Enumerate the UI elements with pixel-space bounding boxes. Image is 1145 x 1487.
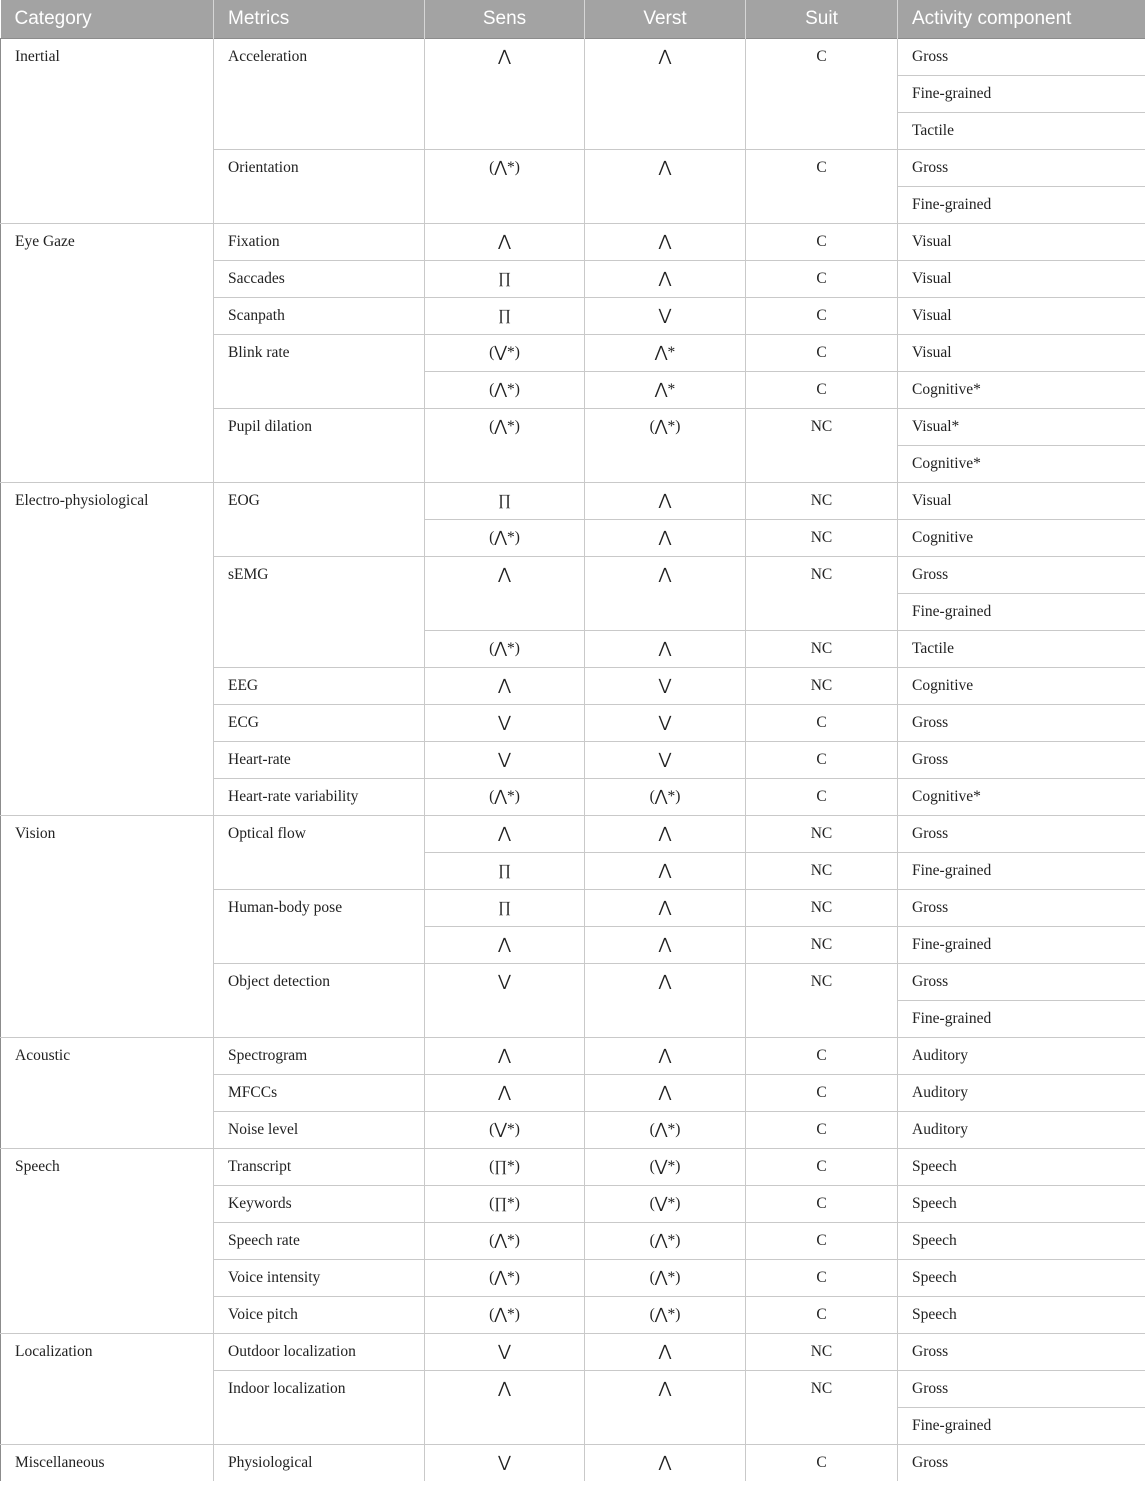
activity-cell: Auditory — [898, 1075, 1145, 1112]
sens-cell: (⋁*) — [425, 335, 585, 372]
suit-cell: C — [746, 1186, 898, 1223]
header-metrics: Metrics — [214, 0, 425, 39]
activity-cell: Speech — [898, 1260, 1145, 1297]
verst-cell: ⋀ — [585, 39, 746, 150]
sens-cell: ⋁ — [425, 964, 585, 1038]
activity-cell: Tactile — [898, 631, 1145, 668]
activity-cell: Gross — [898, 705, 1145, 742]
verst-cell: ⋁ — [585, 298, 746, 335]
metric-cell: Noise level — [214, 1112, 425, 1149]
verst-cell: ⋀ — [585, 224, 746, 261]
suit-cell: NC — [746, 668, 898, 705]
table-body — [1, 39, 1145, 1482]
verst-cell: ⋀ — [585, 890, 746, 927]
activity-cell: Gross — [898, 1445, 1145, 1482]
sens-cell: ⋁ — [425, 1445, 585, 1482]
header-suit: Suit — [746, 0, 898, 39]
metric-cell: Optical flow — [214, 816, 425, 890]
suit-cell: C — [746, 150, 898, 224]
verst-cell: (⋀*) — [585, 1112, 746, 1149]
sens-cell: (∏*) — [425, 1149, 585, 1186]
suit-cell: NC — [746, 520, 898, 557]
suit-cell: C — [746, 779, 898, 816]
table-row — [1, 483, 1145, 520]
suit-cell: C — [746, 1297, 898, 1334]
metric-cell: Spectrogram — [214, 1038, 425, 1075]
suit-cell: NC — [746, 816, 898, 853]
sens-cell: (⋀*) — [425, 631, 585, 668]
suit-cell: C — [746, 224, 898, 261]
suit-cell: C — [746, 742, 898, 779]
activity-cell: Fine-grained — [898, 76, 1145, 113]
suit-cell: NC — [746, 964, 898, 1038]
sens-cell: ⋀ — [425, 1075, 585, 1112]
sens-cell: (⋀*) — [425, 150, 585, 224]
metric-cell: Speech rate — [214, 1223, 425, 1260]
sens-cell: (∏*) — [425, 1186, 585, 1223]
metric-cell: Indoor localization — [214, 1371, 425, 1445]
activity-cell: Fine-grained — [898, 1001, 1145, 1038]
verst-cell: ⋁ — [585, 742, 746, 779]
sens-cell: ∏ — [425, 261, 585, 298]
verst-cell: ⋀ — [585, 261, 746, 298]
activity-cell: Fine-grained — [898, 927, 1145, 964]
suit-cell: NC — [746, 890, 898, 927]
sens-cell: ⋁ — [425, 705, 585, 742]
verst-cell: ⋀ — [585, 557, 746, 631]
activity-cell: Cognitive — [898, 520, 1145, 557]
verst-cell: (⋀*) — [585, 1223, 746, 1260]
suit-cell: C — [746, 335, 898, 372]
metric-cell: Voice intensity — [214, 1260, 425, 1297]
suit-cell: C — [746, 372, 898, 409]
category-cell: Vision — [1, 816, 214, 1038]
suit-cell: C — [746, 705, 898, 742]
category-cell: Inertial — [1, 39, 214, 224]
header-activity-component: Activity component — [898, 0, 1145, 39]
sens-cell: (⋀*) — [425, 1260, 585, 1297]
category-cell: Localization — [1, 1334, 214, 1445]
activity-cell: Gross — [898, 39, 1145, 76]
verst-cell: ⋀ — [585, 927, 746, 964]
sens-cell: ⋀ — [425, 1038, 585, 1075]
suit-cell: C — [746, 1112, 898, 1149]
header-verst: Verst — [585, 0, 746, 39]
sens-cell: (⋀*) — [425, 1297, 585, 1334]
activity-cell: Fine-grained — [898, 1408, 1145, 1445]
activity-cell: Gross — [898, 1334, 1145, 1371]
suit-cell: C — [746, 39, 898, 150]
verst-cell: (⋀*) — [585, 1297, 746, 1334]
metric-cell: Transcript — [214, 1149, 425, 1186]
table-row — [1, 1445, 1145, 1482]
header-row — [1, 0, 1145, 39]
sens-cell: ⋀ — [425, 1371, 585, 1445]
metric-cell: Heart-rate variability — [214, 779, 425, 816]
activity-cell: Visual — [898, 261, 1145, 298]
sens-cell: ⋁ — [425, 742, 585, 779]
verst-cell: (⋁*) — [585, 1186, 746, 1223]
sens-cell: ⋀ — [425, 224, 585, 261]
metric-cell: Fixation — [214, 224, 425, 261]
metric-cell: Acceleration — [214, 39, 425, 150]
suit-cell: NC — [746, 409, 898, 483]
sens-cell: ∏ — [425, 483, 585, 520]
metric-cell: EOG — [214, 483, 425, 557]
header-sens: Sens — [425, 0, 585, 39]
sens-cell: ∏ — [425, 890, 585, 927]
metric-cell: Scanpath — [214, 298, 425, 335]
sens-cell: (⋀*) — [425, 520, 585, 557]
metric-cell: Object detection — [214, 964, 425, 1038]
activity-cell: Gross — [898, 557, 1145, 594]
table-row — [1, 1149, 1145, 1186]
verst-cell: ⋀ — [585, 483, 746, 520]
activity-cell: Fine-grained — [898, 853, 1145, 890]
verst-cell: (⋁*) — [585, 1149, 746, 1186]
sens-cell: (⋀*) — [425, 409, 585, 483]
category-cell: Acoustic — [1, 1038, 214, 1149]
verst-cell: ⋀ — [585, 964, 746, 1038]
activity-cell: Visual — [898, 335, 1145, 372]
sens-cell: ⋀ — [425, 927, 585, 964]
verst-cell: ⋀ — [585, 1075, 746, 1112]
metric-cell: sEMG — [214, 557, 425, 668]
verst-cell: ⋀* — [585, 335, 746, 372]
verst-cell: ⋁ — [585, 668, 746, 705]
suit-cell: C — [746, 1445, 898, 1482]
category-cell: Eye Gaze — [1, 224, 214, 483]
activity-cell: Cognitive* — [898, 372, 1145, 409]
suit-cell: C — [746, 1038, 898, 1075]
verst-cell: ⋀ — [585, 853, 746, 890]
metric-cell: Blink rate — [214, 335, 425, 409]
sens-cell: ∏ — [425, 298, 585, 335]
category-cell: Speech — [1, 1149, 214, 1334]
activity-cell: Speech — [898, 1297, 1145, 1334]
metric-cell: ECG — [214, 705, 425, 742]
metric-cell: Orientation — [214, 150, 425, 224]
verst-cell: ⋀ — [585, 1334, 746, 1371]
metric-cell: Voice pitch — [214, 1297, 425, 1334]
suit-cell: C — [746, 1223, 898, 1260]
activity-cell: Visual — [898, 483, 1145, 520]
activity-cell: Speech — [898, 1223, 1145, 1260]
table-row — [1, 1334, 1145, 1371]
verst-cell: ⋀ — [585, 816, 746, 853]
sens-cell: ⋀ — [425, 668, 585, 705]
verst-cell: (⋀*) — [585, 779, 746, 816]
metric-cell: Pupil dilation — [214, 409, 425, 483]
suit-cell: NC — [746, 927, 898, 964]
sens-cell: ∏ — [425, 853, 585, 890]
activity-cell: Cognitive* — [898, 446, 1145, 483]
activity-cell: Fine-grained — [898, 594, 1145, 631]
activity-cell: Visual — [898, 224, 1145, 261]
suit-cell: NC — [746, 1371, 898, 1445]
metric-cell: Outdoor localization — [214, 1334, 425, 1371]
verst-cell: (⋀*) — [585, 1260, 746, 1297]
verst-cell: ⋀ — [585, 1371, 746, 1445]
activity-cell: Gross — [898, 964, 1145, 1001]
activity-cell: Gross — [898, 742, 1145, 779]
metric-cell: Physiological — [214, 1445, 425, 1482]
category-cell: Electro-physiological — [1, 483, 214, 816]
metric-cell: Keywords — [214, 1186, 425, 1223]
metric-cell: Heart-rate — [214, 742, 425, 779]
activity-cell: Visual* — [898, 409, 1145, 446]
activity-cell: Gross — [898, 150, 1145, 187]
activity-cell: Gross — [898, 890, 1145, 927]
verst-cell: ⋀ — [585, 520, 746, 557]
activity-cell: Gross — [898, 816, 1145, 853]
sens-cell: ⋁ — [425, 1334, 585, 1371]
table-row — [1, 39, 1145, 76]
sens-cell: ⋀ — [425, 39, 585, 150]
suit-cell: NC — [746, 1334, 898, 1371]
verst-cell: ⋀ — [585, 1038, 746, 1075]
verst-cell: ⋁ — [585, 705, 746, 742]
suit-cell: NC — [746, 483, 898, 520]
suit-cell: NC — [746, 853, 898, 890]
sens-cell: (⋀*) — [425, 1223, 585, 1260]
verst-cell: ⋀ — [585, 150, 746, 224]
suit-cell: C — [746, 298, 898, 335]
metric-cell: EEG — [214, 668, 425, 705]
sens-cell: ⋀ — [425, 816, 585, 853]
activity-cell: Auditory — [898, 1112, 1145, 1149]
activity-cell: Speech — [898, 1149, 1145, 1186]
activity-cell: Speech — [898, 1186, 1145, 1223]
sens-cell: (⋀*) — [425, 779, 585, 816]
activity-cell: Cognitive — [898, 668, 1145, 705]
verst-cell: ⋀ — [585, 1445, 746, 1482]
suit-cell: C — [746, 1149, 898, 1186]
sens-cell: (⋁*) — [425, 1112, 585, 1149]
activity-cell: Auditory — [898, 1038, 1145, 1075]
sens-cell: (⋀*) — [425, 372, 585, 409]
activity-cell: Gross — [898, 1371, 1145, 1408]
activity-cell: Cognitive* — [898, 779, 1145, 816]
table-row — [1, 816, 1145, 853]
suit-cell: NC — [746, 557, 898, 631]
metric-cell: Human-body pose — [214, 890, 425, 964]
verst-cell: ⋀ — [585, 631, 746, 668]
suit-cell: NC — [746, 631, 898, 668]
category-cell: Miscellaneous — [1, 1445, 214, 1482]
suit-cell: C — [746, 1075, 898, 1112]
suit-cell: C — [746, 1260, 898, 1297]
suit-cell: C — [746, 261, 898, 298]
header-category: Category — [1, 0, 214, 39]
sens-cell: ⋀ — [425, 557, 585, 631]
metric-cell: MFCCs — [214, 1075, 425, 1112]
activity-cell: Visual — [898, 298, 1145, 335]
activity-cell: Fine-grained — [898, 187, 1145, 224]
table-row — [1, 224, 1145, 261]
table-row — [1, 1038, 1145, 1075]
activity-cell: Tactile — [898, 113, 1145, 150]
verst-cell: ⋀* — [585, 372, 746, 409]
verst-cell: (⋀*) — [585, 409, 746, 483]
metric-cell: Saccades — [214, 261, 425, 298]
